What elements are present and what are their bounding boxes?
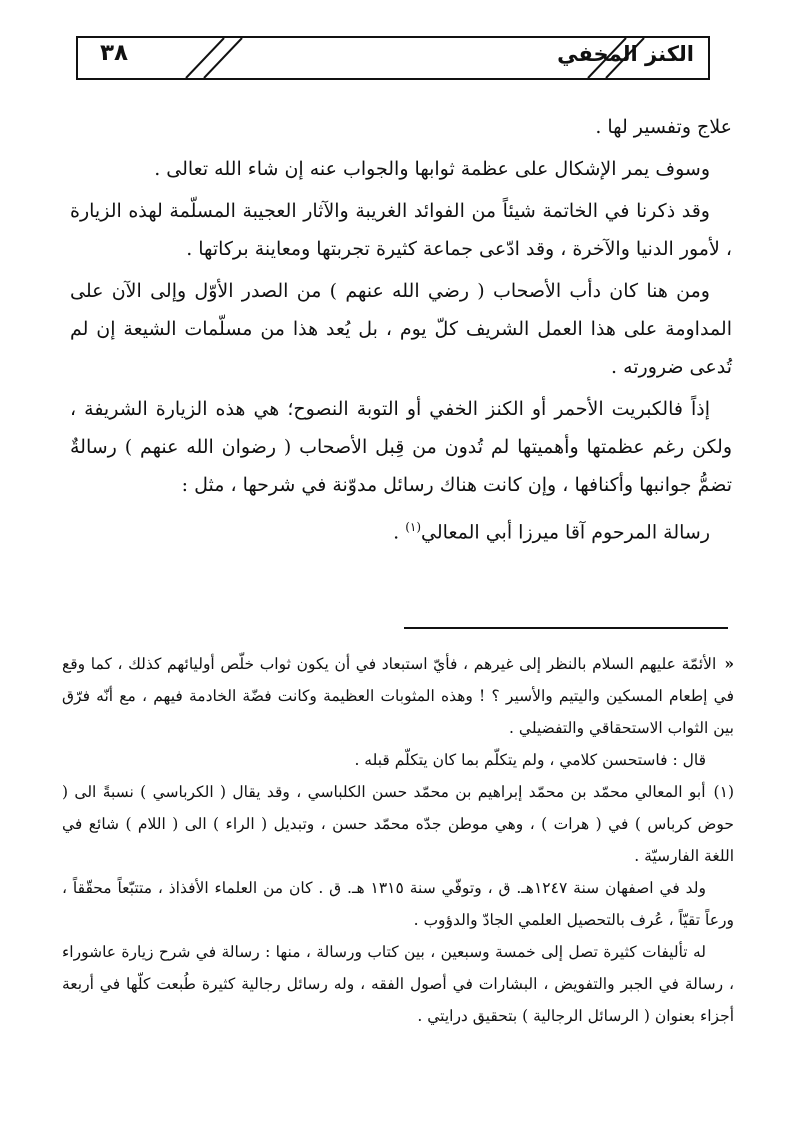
footnote-1-para-2: ولد في اصفهان سنة ١٢٤٧هـ. ق ، وتوفّي سنة ١٣١٥ هـ. ق . كان من العلماء الأفذاذ ، متتبّعاً محقّقاً ، ورعاً تقيّاً ، عُرف بالتحصيل العلمي الجادّ والدؤوب . — [62, 879, 734, 929]
book-title: الكنز المخفي — [557, 42, 694, 66]
paragraph-6-end: . — [393, 521, 406, 544]
paragraph-4: ومن هنا كان دأب الأصحاب ( رضي الله عنهم ) من الصدر الأوّل وإلى الآن على المداومة على هذا العمل الشريف كلّ يوم ، بل يُعد هذا من مسلّمات الشيعة إن لم تُدعى ضرورته . — [70, 280, 732, 378]
main-text — [70, 108, 732, 555]
footnote-continued — [62, 648, 734, 744]
footnote-1-para-3: له تأليفات كثيرة تصل إلى خمسة وسبعين ، بين كتاب ورسالة ، منها : رسالة في شرح زيارة عاشوراء ، رسالة في الجبر والتفويض ، البشارات في أصول الفقه ، وله رسائل رجالية كثيرة طُبعت كلّها في أربعة أجزاء بعنوان ( الرسائل الرجالية ) بتحقيق درايتي . — [62, 943, 734, 1025]
footnote-continued-text: الأئمّة عليهم السلام بالنظر إلى غيرهم ، فأيّ استبعاد في أن يكون ثواب خلّص أوليائهم كذلك ، كما وقع في إطعام المسكين واليتيم والأسير ؟ ! وهذه المثوبات العظيمة وكانت فضّة الخادمة فيهم ، مع أنّه فرّق بين الثواب الاستحقاقي والتفضيلي . — [62, 655, 734, 737]
footnote-separator — [404, 627, 728, 629]
paragraph-6 — [70, 508, 732, 551]
page-number: ٣٨ — [100, 40, 129, 66]
continuation-marker: « — [724, 654, 734, 673]
paragraph-2: وسوف يمر الإشكال على عظمة ثوابها والجواب عنه إن شاء الله تعالى . — [154, 158, 710, 180]
paragraph-6-text: رسالة المرحوم آقا ميرزا أبي المعالي — [421, 521, 710, 544]
footnote-1-text: أبو المعالي محمّد بن محمّد إبراهيم بن محمّد حسن الكلباسي ، وقد يقال ( الكرباسي ) نسبةً الى ( حوض كرباس ) في ( هرات ) ، وهي موطن جدّه محمّد حسن ، وتبديل ( الراء ) الى ( اللام ) شائع في اللغة الفارسيّة . — [62, 783, 734, 865]
footnote-number: (١) — [713, 783, 734, 801]
footnote-reference[interactable]: (١) — [405, 520, 422, 534]
paragraph-5: إذاً فالكبريت الأحمر أو الكنز الخفي أو التوبة النصوح؛ هي هذه الزيارة الشريفة ، ولكن رغم عظمتها وأهميتها لم تُدون من قِبل الأصحاب ( رضوان الله عنهم ) رسالةٌ تضمُّ جوانبها وأكنافها ، وإن كانت هناك رسائل مدوّنة في شرحها ، مثل : — [70, 398, 732, 496]
footnote-continued-2: قال : فاستحسن كلامي ، ولم يتكلّم بما كان يتكلّم قبله . — [354, 751, 706, 769]
paragraph-3: وقد ذكرنا في الخاتمة شيئاً من الفوائد الغريبة والآثار العجيبة المسلّمة لهذه الزيارة ، لأمور الدنيا والآخرة ، وقد ادّعى جماعة كثيرة تجربتها ومعاينة بركاتها . — [70, 200, 732, 260]
paragraph-1: علاج وتفسير لها . — [595, 116, 732, 138]
running-header — [76, 36, 710, 80]
footnote-1 — [62, 776, 734, 872]
footnotes — [62, 648, 734, 1032]
